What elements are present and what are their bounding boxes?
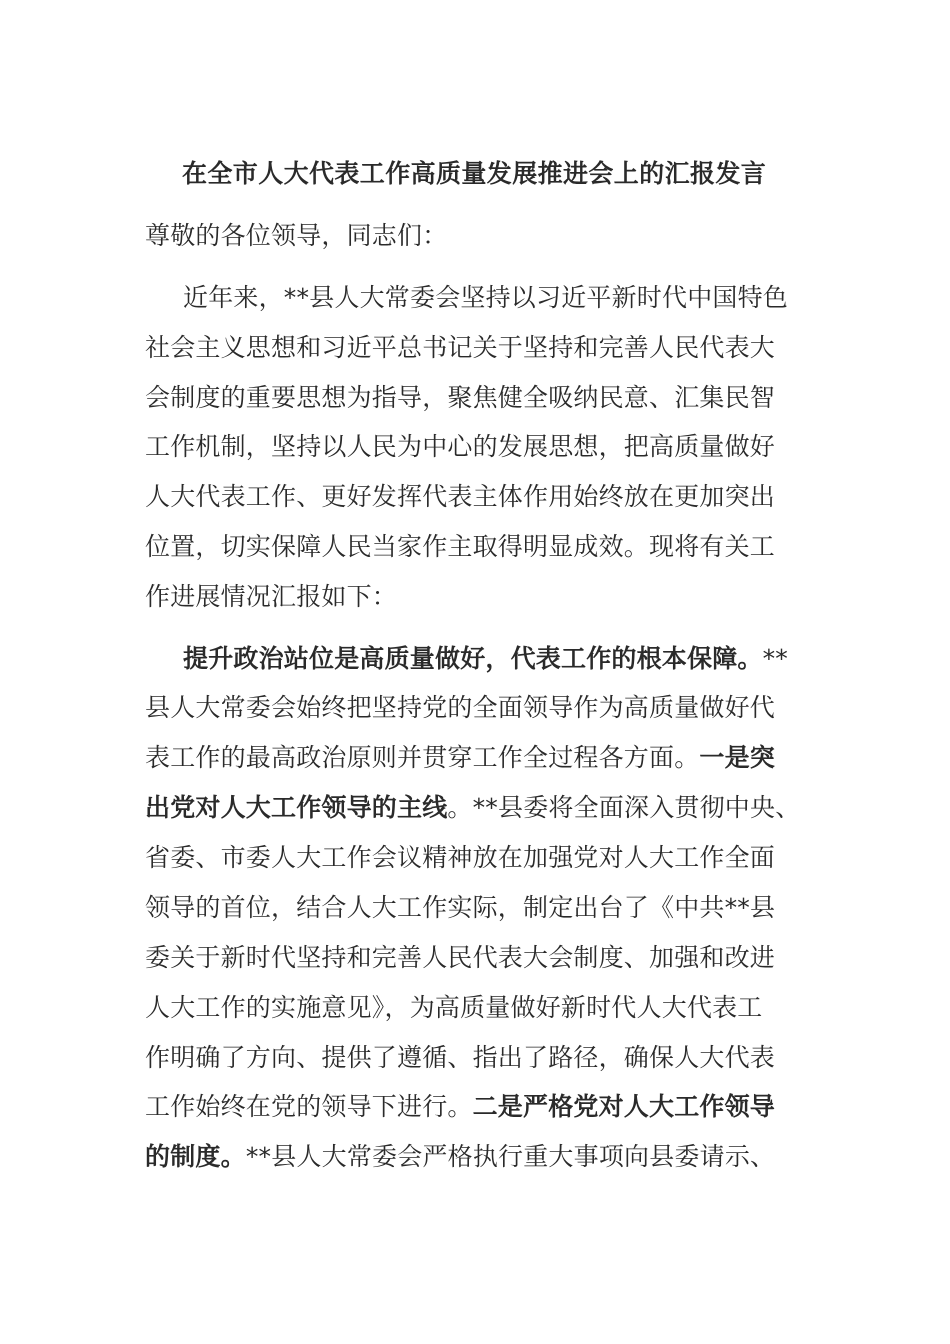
paragraph-2-text: 。**县委将全面深入贯彻中央、 — [447, 793, 801, 822]
paragraph-2-text: ** — [762, 644, 789, 673]
paragraph-2-line: 县人大常委会始终把坚持党的全面领导作为高质量做好代 — [145, 693, 776, 722]
paragraph-1-line: 近年来，**县人大常委会坚持以习近平新时代中国特色 — [183, 283, 789, 312]
paragraph-2-line — [183, 641, 788, 677]
paragraph-1-line: 人大代表工作、更好发挥代表主体作用始终放在更加突出 — [145, 482, 776, 511]
paragraph-2-text: 表工作的最高政治原则并贯穿工作全过程各方面。 — [145, 743, 700, 772]
paragraph-2-emphasis: 二是严格党对人大工作领导 — [472, 1092, 776, 1121]
paragraph-2-line: 人大工作的实施意见》，为高质量做好新时代人大代表工 — [145, 993, 763, 1022]
paragraph-1-line: 位置，切实保障人民当家作主取得明显成效。现将有关工 — [145, 532, 776, 561]
document-title: 在全市人大代表工作高质量发展推进会上的汇报发言 — [182, 159, 767, 188]
paragraph-2-line — [145, 740, 775, 776]
paragraph-1-line: 会制度的重要思想为指导，聚焦健全吸纳民意、汇集民智 — [145, 383, 776, 412]
paragraph-2-line: 作明确了方向、提供了遵循、指出了路径，确保人大代表 — [145, 1043, 776, 1072]
paragraph-1-line: 作进展情况汇报如下： — [145, 582, 398, 611]
paragraph-2-line — [145, 1139, 775, 1175]
paragraph-2-line — [145, 1089, 775, 1125]
paragraph-2-emphasis: 一是突 — [699, 743, 776, 772]
paragraph-2-line: 省委、市委人大工作会议精神放在加强党对人大工作全面 — [145, 843, 776, 872]
paragraph-2-emphasis: 的制度。 — [145, 1142, 246, 1171]
paragraph-2-line: 委关于新时代坚持和完善人民代表大会制度、加强和改进 — [145, 943, 776, 972]
paragraph-2-text: 工作始终在党的领导下进行。 — [145, 1092, 473, 1121]
paragraph-2-heading: 提升政治站位是高质量做好，代表工作的根本保障。 — [183, 644, 763, 673]
paragraph-2-emphasis: 出党对人大工作领导的主线 — [145, 793, 448, 822]
paragraph-1-line: 工作机制，坚持以人民为中心的发展思想，把高质量做好 — [145, 432, 776, 461]
paragraph-2-line: 领导的首位，结合人大工作实际，制定出台了《中共**县 — [145, 893, 776, 922]
salutation: 尊敬的各位领导，同志们： — [145, 221, 448, 250]
paragraph-1-line: 社会主义思想和习近平总书记关于坚持和完善人民代表大 — [145, 333, 776, 362]
paragraph-2-line — [145, 790, 800, 826]
paragraph-2-text: **县人大常委会严格执行重大事项向县委请示、 — [245, 1142, 776, 1171]
